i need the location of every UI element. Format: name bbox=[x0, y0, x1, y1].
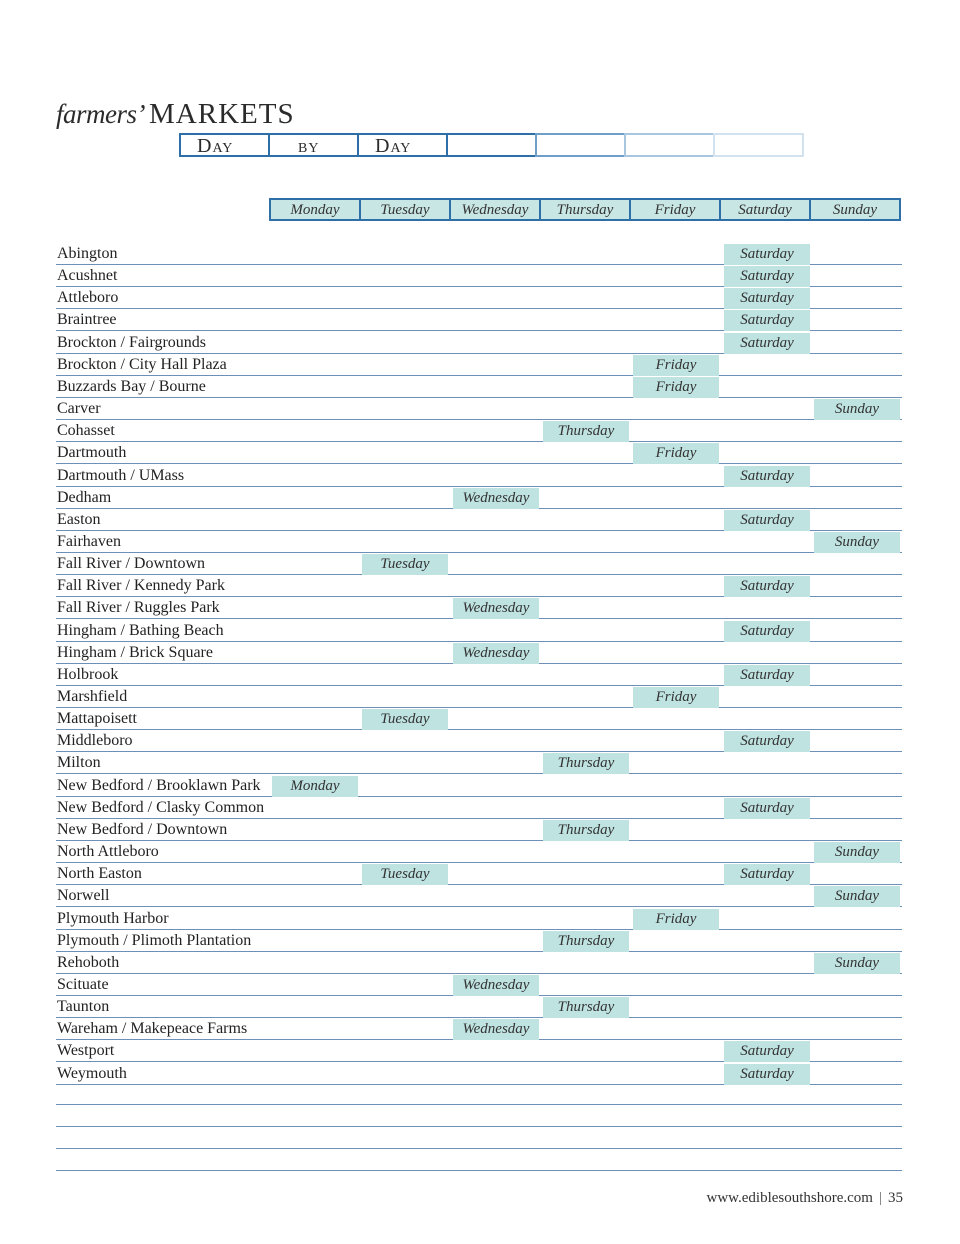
day-header-wednesday: Wednesday bbox=[449, 198, 541, 221]
market-row bbox=[56, 862, 902, 885]
market-row bbox=[56, 419, 902, 442]
day-column-headers bbox=[269, 198, 899, 221]
day-by-day-banner bbox=[179, 133, 802, 157]
market-name: Dartmouth bbox=[57, 444, 127, 462]
market-row bbox=[56, 1062, 902, 1085]
market-name: Fall River / Downtown bbox=[57, 555, 205, 573]
market-name: Milton bbox=[57, 754, 101, 772]
market-row bbox=[56, 774, 902, 797]
market-row bbox=[56, 796, 902, 819]
market-name: Brockton / City Hall Plaza bbox=[57, 355, 227, 373]
market-day-chip: Sunday bbox=[814, 532, 900, 553]
market-row bbox=[56, 353, 902, 376]
market-name: New Bedford / Brooklawn Park bbox=[57, 776, 261, 794]
market-name: Easton bbox=[57, 510, 101, 528]
market-row bbox=[56, 951, 902, 974]
market-row bbox=[56, 530, 902, 553]
market-name: Middleboro bbox=[57, 732, 133, 750]
market-day-chip: Tuesday bbox=[362, 864, 448, 885]
market-row bbox=[56, 641, 902, 664]
market-name: Scituate bbox=[57, 975, 109, 993]
market-row bbox=[56, 331, 902, 354]
market-row bbox=[56, 707, 902, 730]
market-row bbox=[56, 397, 902, 420]
market-row bbox=[56, 1017, 902, 1040]
market-day-chip: Friday bbox=[633, 443, 719, 464]
market-row bbox=[56, 464, 902, 487]
banner-cell bbox=[624, 133, 715, 157]
market-day-chip: Saturday bbox=[724, 466, 810, 487]
market-day-chip: Saturday bbox=[724, 310, 810, 331]
market-day-chip: Wednesday bbox=[453, 975, 539, 996]
market-day-chip: Thursday bbox=[543, 753, 629, 774]
market-name: Norwell bbox=[57, 887, 110, 905]
market-day-chip: Wednesday bbox=[453, 488, 539, 509]
market-name: Westport bbox=[57, 1042, 115, 1060]
market-row bbox=[56, 685, 902, 708]
market-name: Plymouth / Plimoth Plantation bbox=[57, 931, 252, 949]
market-day-chip: Saturday bbox=[724, 621, 810, 642]
market-row bbox=[56, 486, 902, 509]
market-day-chip: Saturday bbox=[724, 576, 810, 597]
market-name: Hingham / Bathing Beach bbox=[57, 621, 224, 639]
market-day-chip: Saturday bbox=[724, 798, 810, 819]
market-row bbox=[56, 286, 902, 309]
footer-separator: | bbox=[878, 1190, 882, 1206]
market-day-chip: Saturday bbox=[724, 510, 810, 531]
market-day-chip: Saturday bbox=[724, 288, 810, 309]
banner-cell bbox=[535, 133, 626, 157]
market-day-chip: Sunday bbox=[814, 886, 900, 907]
market-row bbox=[56, 840, 902, 863]
market-day-chip: Thursday bbox=[543, 997, 629, 1018]
market-name: Holbrook bbox=[57, 665, 119, 683]
market-name: Attleboro bbox=[57, 289, 119, 307]
market-row bbox=[56, 375, 902, 398]
title-caps: MARKETS bbox=[149, 98, 295, 130]
banner-cell: by bbox=[268, 133, 359, 157]
market-name: Buzzards Bay / Bourne bbox=[57, 377, 206, 395]
market-name: Carver bbox=[57, 400, 101, 418]
market-name: Hingham / Brick Square bbox=[57, 643, 213, 661]
market-row bbox=[56, 441, 902, 464]
title-script: farmers’ bbox=[56, 99, 145, 129]
banner-cell: Day bbox=[357, 133, 448, 157]
market-day-chip: Wednesday bbox=[453, 643, 539, 664]
market-row bbox=[56, 818, 902, 841]
market-day-chip: Tuesday bbox=[362, 554, 448, 575]
market-name: Dartmouth / UMass bbox=[57, 466, 185, 484]
blank-rule bbox=[56, 1170, 902, 1171]
market-day-chip: Monday bbox=[272, 776, 358, 797]
page-title bbox=[56, 98, 295, 134]
market-row bbox=[56, 264, 902, 287]
market-day-chip: Saturday bbox=[724, 266, 810, 287]
market-day-chip: Saturday bbox=[724, 244, 810, 265]
market-row bbox=[56, 884, 902, 907]
market-day-chip: Thursday bbox=[543, 931, 629, 952]
market-name: Fairhaven bbox=[57, 532, 121, 550]
market-day-chip: Sunday bbox=[814, 953, 900, 974]
market-name: Braintree bbox=[57, 311, 117, 329]
blank-rule bbox=[56, 1104, 902, 1105]
market-row bbox=[56, 574, 902, 597]
market-name: New Bedford / Clasky Common bbox=[57, 798, 265, 816]
banner-cell bbox=[446, 133, 537, 157]
market-name: Dedham bbox=[57, 488, 112, 506]
day-header-monday: Monday bbox=[269, 198, 361, 221]
day-header-sunday: Sunday bbox=[809, 198, 901, 221]
page-number: 35 bbox=[888, 1190, 903, 1206]
market-day-chip: Saturday bbox=[724, 333, 810, 354]
market-row bbox=[56, 751, 902, 774]
market-name: New Bedford / Downtown bbox=[57, 820, 228, 838]
market-row bbox=[56, 552, 902, 575]
market-row bbox=[56, 596, 902, 619]
market-row bbox=[56, 907, 902, 930]
footer-url: www.ediblesouthshore.com bbox=[706, 1190, 873, 1206]
market-day-chip: Friday bbox=[633, 687, 719, 708]
market-day-chip: Saturday bbox=[724, 731, 810, 752]
market-day-chip: Wednesday bbox=[453, 598, 539, 619]
market-row bbox=[56, 308, 902, 331]
market-row bbox=[56, 663, 902, 686]
market-day-chip: Saturday bbox=[724, 1064, 810, 1085]
market-name: Fall River / Kennedy Park bbox=[57, 577, 225, 595]
day-header-friday: Friday bbox=[629, 198, 721, 221]
market-row bbox=[56, 508, 902, 531]
banner-cell bbox=[713, 133, 804, 157]
market-row bbox=[56, 1039, 902, 1062]
day-header-tuesday: Tuesday bbox=[359, 198, 451, 221]
market-row bbox=[56, 729, 902, 752]
day-header-thursday: Thursday bbox=[539, 198, 631, 221]
market-name: Acushnet bbox=[57, 267, 118, 285]
market-name: Weymouth bbox=[57, 1064, 127, 1082]
market-row bbox=[56, 619, 902, 642]
market-row bbox=[56, 973, 902, 996]
page-footer bbox=[706, 1190, 903, 1207]
market-row bbox=[56, 995, 902, 1018]
market-name: North Easton bbox=[57, 865, 142, 883]
market-day-chip: Friday bbox=[633, 909, 719, 930]
market-name: Taunton bbox=[57, 998, 110, 1016]
market-day-chip: Friday bbox=[633, 355, 719, 376]
market-day-chip: Thursday bbox=[543, 820, 629, 841]
market-day-chip: Saturday bbox=[724, 1041, 810, 1062]
market-day-chip: Saturday bbox=[724, 864, 810, 885]
market-day-chip: Tuesday bbox=[362, 709, 448, 730]
market-row bbox=[56, 242, 902, 265]
market-name: Brockton / Fairgrounds bbox=[57, 333, 207, 351]
market-name: Wareham / Makepeace Farms bbox=[57, 1020, 248, 1038]
market-row bbox=[56, 929, 902, 952]
market-name: Mattapoisett bbox=[57, 710, 137, 728]
banner-cell: Day bbox=[179, 133, 270, 157]
market-name: Cohasset bbox=[57, 422, 115, 440]
market-name: Plymouth Harbor bbox=[57, 909, 169, 927]
blank-rule bbox=[56, 1126, 902, 1127]
market-day-chip: Friday bbox=[633, 377, 719, 398]
market-name: North Attleboro bbox=[57, 843, 159, 861]
market-name: Rehoboth bbox=[57, 953, 120, 971]
day-header-saturday: Saturday bbox=[719, 198, 811, 221]
market-name: Abington bbox=[57, 245, 118, 262]
market-day-chip: Saturday bbox=[724, 665, 810, 686]
market-day-chip: Sunday bbox=[814, 399, 900, 420]
market-name: Fall River / Ruggles Park bbox=[57, 599, 220, 617]
blank-rule bbox=[56, 1148, 902, 1149]
market-name: Marshfield bbox=[57, 688, 128, 705]
market-day-chip: Thursday bbox=[543, 421, 629, 442]
market-day-chip: Sunday bbox=[814, 842, 900, 863]
market-day-chip: Wednesday bbox=[453, 1019, 539, 1040]
